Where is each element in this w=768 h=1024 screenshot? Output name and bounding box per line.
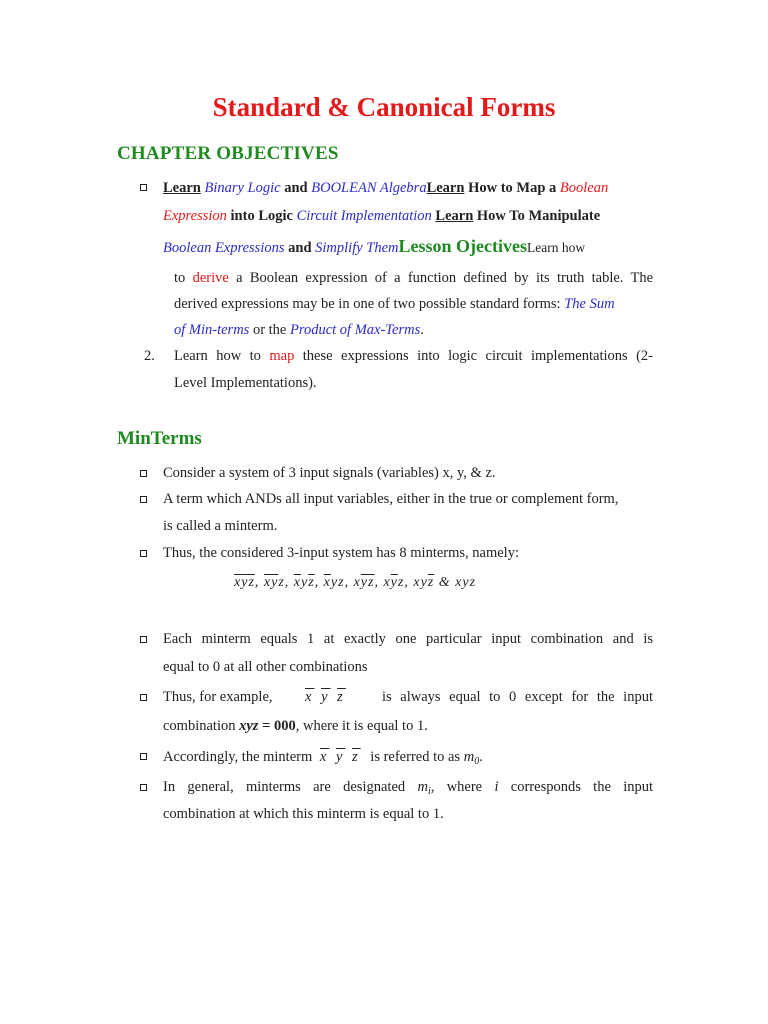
learn-text: Learn — [435, 208, 474, 224]
and-text: and — [284, 240, 316, 256]
x-var: x — [413, 575, 421, 590]
y-var: $\overline{y}$ — [390, 575, 398, 590]
x-var: $\overline{x}$ — [263, 575, 272, 590]
learn-text: Learn — [426, 180, 465, 196]
bullet-icon — [140, 496, 147, 503]
minterms-bullet-5b — [163, 716, 428, 736]
chapter-objectives-heading: CHAPTER OBJECTIVES — [117, 143, 339, 164]
z-var: $\overline{z}$ — [352, 749, 361, 765]
x-var: $\overline{x}$ — [234, 575, 242, 590]
derive-text: derive — [192, 270, 229, 286]
x-var: $\overline{x}$ — [305, 689, 315, 705]
boolean-algebra-text: BOOLEAN Algebra — [311, 180, 427, 196]
boolean-text: Boolean — [559, 180, 609, 196]
minterm-m0-expression — [320, 749, 361, 765]
binary-logic-text: Binary Logic — [204, 180, 281, 196]
x-var: x — [353, 575, 361, 590]
z-var: $\overline{z}$ — [368, 575, 375, 590]
derive-rest-text: a Boolean expression of a function defined by its truth table. The — [228, 270, 654, 286]
objectives-line-4 — [174, 268, 653, 288]
minterms-bullet-5-start: Thus, for example, — [163, 689, 273, 705]
referred-text: is referred to as — [370, 749, 464, 765]
z-var: $\overline{z}$ — [248, 575, 255, 590]
bullet-icon — [140, 636, 147, 643]
z-var: z — [397, 575, 405, 590]
minterms-bullet-2b: is called a minterm. — [163, 518, 278, 534]
minterm-m0-expression — [305, 687, 346, 707]
subscript: i — [427, 786, 431, 797]
sep: , — [314, 575, 324, 590]
x-var: x — [455, 575, 463, 590]
objectives-line-3 — [163, 236, 585, 258]
y-var: $\overline{y}$ — [321, 689, 331, 705]
into-logic-text: into Logic — [226, 208, 297, 224]
standard-forms-text: derived expressions may be in one of two possible standard forms: — [174, 296, 565, 312]
bullet-icon — [140, 753, 147, 760]
sep: , — [284, 575, 294, 590]
sum-of-minterms-text: of Min-terms — [174, 322, 250, 338]
z-var: $\overline{z}$ — [427, 575, 435, 590]
minterms-bullet-5-end: is always equal to 0 except for the input — [382, 689, 653, 705]
learn-how-to-text: Learn how to — [174, 348, 270, 364]
x-var: $\overline{x}$ — [323, 575, 331, 590]
bullet-icon — [140, 694, 147, 701]
y-var: y — [462, 575, 470, 590]
y-var: $\overline{y}$ — [241, 575, 249, 590]
sep: , — [404, 575, 414, 590]
xyz-text: xyz — [239, 718, 259, 734]
and-text: and — [280, 180, 312, 196]
minterms-bullet-7a — [163, 777, 653, 802]
sum-of-minterms-text: The Sum — [564, 296, 615, 312]
expression-text: Expression — [163, 208, 227, 224]
how-to-manipulate-text: How To Manipulate — [473, 208, 601, 224]
minterms-heading: MinTerms — [117, 428, 202, 449]
y-var: $\overline{y}$ — [335, 749, 346, 765]
x-var: $\overline{x}$ — [293, 575, 301, 590]
bullet-icon — [140, 784, 147, 791]
m-symbol: m — [463, 749, 475, 765]
m-symbol: m — [417, 779, 428, 795]
map-text: map — [269, 348, 295, 364]
x-var: $\overline{x}$ — [319, 749, 330, 765]
page-title: Standard & Canonical Forms — [212, 92, 556, 122]
bullet-icon — [140, 184, 147, 191]
map-rest-text: these expressions into logic circuit implementations (2- — [294, 348, 653, 364]
objectives-line-1 — [163, 178, 608, 198]
y-var: y — [301, 575, 309, 590]
minterms-bullet-2a: A term which ANDs all input variables, either in the true or complement form, — [163, 491, 619, 507]
to-text: to — [174, 270, 193, 286]
bullet-icon — [140, 470, 147, 477]
z-var: $\overline{z}$ — [337, 689, 346, 705]
simplify-them-text: Simplify Them — [315, 240, 399, 256]
objectives-line-5 — [174, 294, 615, 314]
z-var: z — [469, 575, 477, 590]
sep: , — [344, 575, 354, 590]
combination-text: combination — [163, 718, 240, 734]
y-var: y — [330, 575, 339, 590]
how-to-map-text: How to Map a — [464, 180, 560, 196]
where-text: where — [446, 779, 483, 795]
minterms-bullet-6 — [163, 747, 483, 772]
amp: & — [434, 575, 456, 590]
product-of-maxterms-text: Product of Max-Terms — [289, 322, 421, 338]
learn-how-text: Learn how — [527, 240, 586, 255]
sep: , — [254, 575, 264, 590]
item-number: 2. — [144, 348, 155, 364]
y-var: $\overline{y}$ — [360, 575, 368, 590]
period-text: . — [420, 322, 424, 338]
bullet-icon — [140, 550, 147, 557]
minterms-bullet-4b: equal to 0 at all other combinations — [163, 659, 368, 675]
minterms-bullet-7b: combination at which this minterm is equal to 1. — [163, 806, 444, 822]
i-symbol: i — [494, 779, 499, 795]
comma-text: , — [430, 779, 435, 795]
minterms-bullet-4a: Each minterm equals 1 at exactly one particular input combination and is — [163, 631, 653, 647]
boolean-expressions-text: Boolean Expressions — [163, 240, 285, 256]
designated-text: In general, minterms are designated — [163, 779, 406, 795]
z-var: z — [338, 575, 345, 590]
circuit-implementation-text: Circuit Implementation — [296, 208, 432, 224]
learn-text: Learn — [163, 180, 201, 196]
y-var: y — [420, 575, 428, 590]
period-text: . — [479, 749, 483, 765]
accordingly-text: Accordingly, the minterm — [163, 749, 313, 765]
y-var: $\overline{y}$ — [271, 575, 279, 590]
objectives-line-6 — [174, 320, 424, 340]
x-var: x — [383, 575, 391, 590]
z-var: z — [278, 575, 285, 590]
corresponds-text: corresponds the input — [510, 779, 654, 795]
equals-text: = — [258, 718, 274, 734]
item-2-line-1 — [174, 346, 653, 366]
lesson-objectives-heading: Lesson Ojectives — [398, 236, 527, 256]
sep: , — [374, 575, 384, 590]
minterms-bullet-3: Thus, the considered 3-input system has 8 minterms, namely: — [163, 545, 519, 561]
minterms-bullet-1: Consider a system of 3 input signals (variables) x, y, & z. — [163, 465, 496, 481]
value-text: 000 — [273, 718, 296, 734]
subscript: 0 — [474, 756, 480, 767]
or-the-text: or the — [249, 322, 290, 338]
equal-to-one-text: , where it is equal to 1. — [295, 718, 428, 734]
z-var: $\overline{z}$ — [308, 575, 315, 590]
objectives-line-2 — [163, 206, 600, 226]
item-2-line-2: Level Implementations). — [174, 375, 317, 391]
minterms-formula — [234, 573, 476, 593]
